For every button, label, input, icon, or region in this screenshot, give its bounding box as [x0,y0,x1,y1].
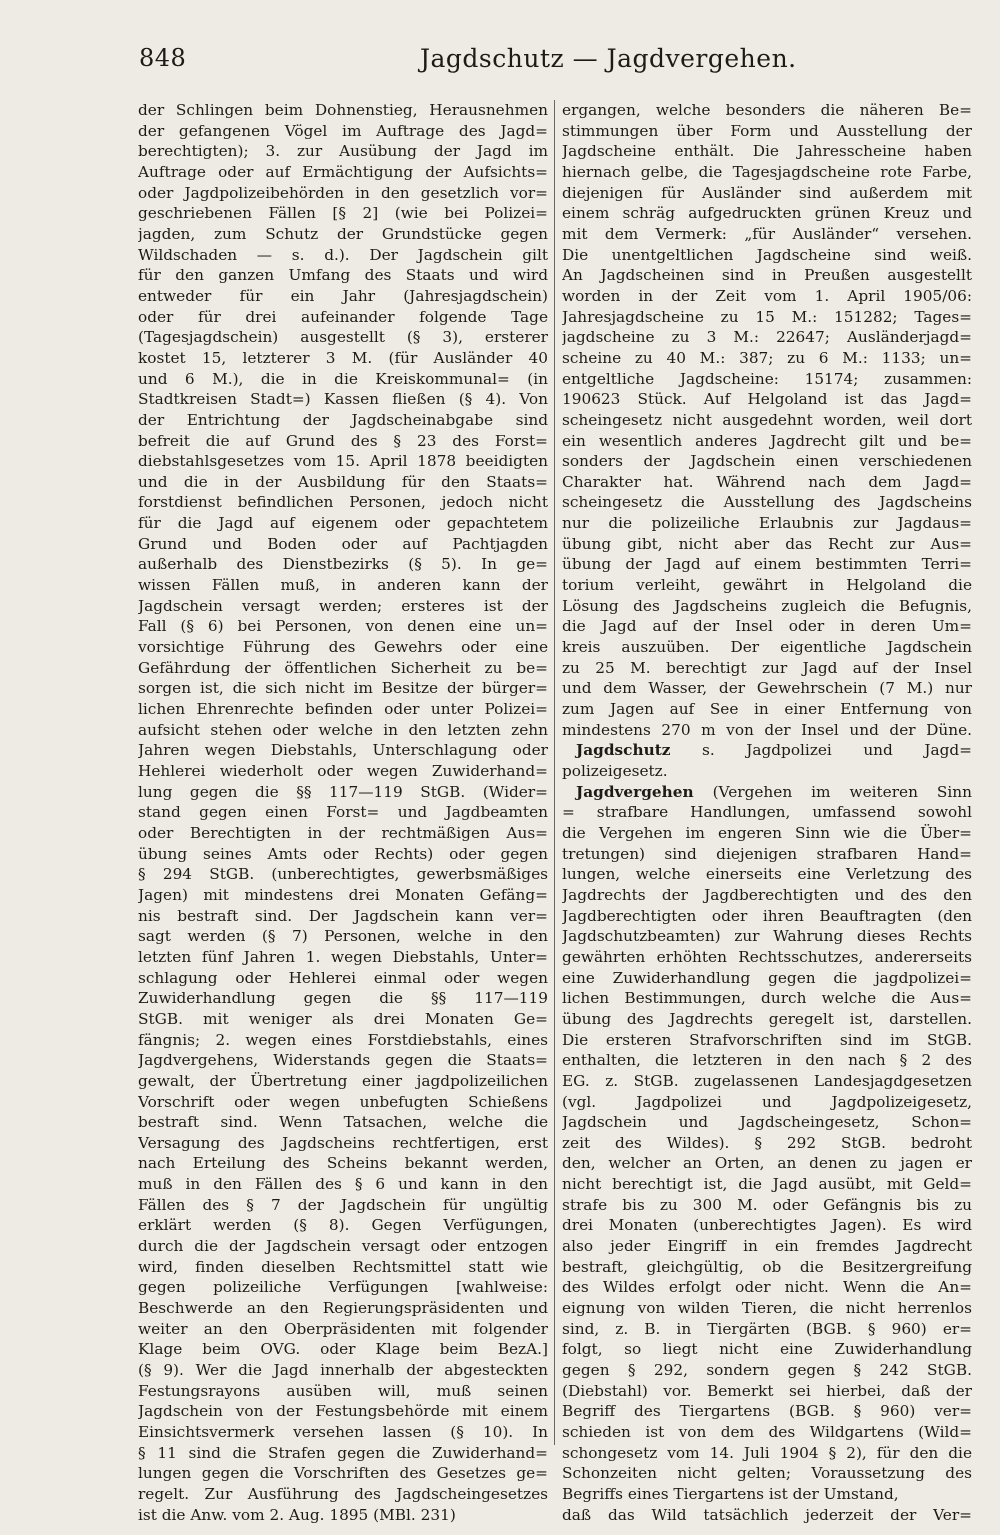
text-line: lichen Ehrenrechte befinden oder unter Polizei= [138,700,548,719]
text-line: Begriff des Tiergartens (BGB. § 960) ver= [562,1402,972,1421]
text-line: schieden ist von dem des Wildgartens (Wild= [562,1423,972,1441]
text-line: nur die polizeiliche Erlaubnis zur Jagdaus= [562,514,972,533]
text-line: gewalt, der Übertretung einer jagdpolizeilichen [138,1071,548,1090]
text-line: lungen gegen die Vorschriften des Gesetzes ge= [138,1464,548,1483]
text-line: folgt, so liegt nicht eine Zuwiderhandlung [562,1340,972,1359]
text-line: oder Berechtigten in der rechtmäßigen Aus= [138,823,548,842]
right-text-column [562,100,972,1525]
text-line: § 11 sind die Strafen gegen die Zuwiderhand= [138,1443,548,1462]
text-line: stimmungen über Form und Ausstellung der [562,121,972,140]
text-line: bestraft sind. Wenn Tatsachen, welche die [138,1113,548,1132]
text-line: die Vergehen im engeren Sinn wie die Über= [562,823,972,842]
text-line: mit dem Vermerk: „für Ausländer“ versehen. [562,224,972,243]
text-line: Beschwerde an den Regierungspräsidenten und [138,1299,548,1318]
text-line: Einsichtsvermerk versehen lassen (§ 10). In [138,1423,548,1441]
text-line: durch die der Jagdschein versagt oder entzogen [138,1237,548,1256]
text-line: Jahren wegen Diebstahls, Unterschlagung oder [138,741,548,760]
text-line: Lösung des Jagdscheins zugleich die Befugnis, [562,596,972,615]
text-line: sonders der Jagdschein einen verschiedenen [562,452,972,471]
text-line: letzten fünf Jahren 1. wegen Diebstahls, Unter= [138,947,548,966]
text-line: sind, z. B. in Tiergärten (BGB. § 960) er= [562,1319,972,1338]
text-line: eignung von wilden Tieren, die nicht herrenlos [562,1299,972,1318]
text-line: Die unentgeltlichen Jagdscheine sind weiß. [562,245,972,264]
text-line: wird, finden dieselben Rechtsmittel statt wie [138,1257,548,1276]
text-line: außerhalb des Dienstbezirks (§ 5). In ge= [138,555,548,574]
text-line: muß in den Fällen des § 6 und kann in den [138,1175,548,1194]
column-divider [554,100,555,1445]
text-line: Jagdschein versagt werden; ersteres ist der [138,596,548,615]
text-line: Jagdvergehen (Vergehen im weiteren Sinn [576,782,972,801]
text-line: § 294 StGB. (unberechtigtes, gewerbsmäßiges [138,865,548,884]
text-line: Jagdschein von der Festungsbehörde mit einem [138,1402,548,1421]
text-line: stand gegen einen Forst= und Jagdbeamten [138,803,548,822]
text-line: weiter an den Oberpräsidenten mit folgender [138,1319,548,1338]
text-line: (Diebstahl) vor. Bemerkt sei hierbei, daß der [562,1381,972,1400]
text-line: gegen polizeiliche Verfügungen [wahlweise: [138,1278,548,1297]
text-line: oder Jagdpolizeibehörden in den gesetzlich vor= [138,183,548,202]
text-line: und dem Wasser, der Gewehrschein (7 M.) nur [562,679,972,698]
text-line: Jagdscheine enthält. Die Jahresscheine haben [562,142,972,161]
text-line: der gefangenen Vögel im Auftrage des Jagd= [138,121,548,140]
text-line: sorgen ist, die sich nicht im Besitze der bürger= [138,679,548,698]
text-line: bestraft, gleichgültig, ob die Besitzergreifung [562,1257,972,1276]
text-line: schongesetz vom 14. Juli 1904 § 2), für den die [562,1443,972,1462]
text-line: (§ 9). Wer die Jagd innerhalb der abgesteckten [138,1361,548,1380]
text-line: Die ersteren Strafvorschriften sind im StGB. [562,1030,972,1049]
text-line: enthalten, die letzteren in den nach § 2 des [562,1051,972,1070]
text-line: übung der Jagd auf einem bestimmten Terri= [562,555,972,574]
text-line: mindestens 270 m von der Insel und der Düne. [562,720,972,739]
text-line: ein wesentlich anderes Jagdrecht gilt und be= [562,431,972,450]
text-line: scheine zu 40 M.: 387; zu 6 M.: 1133; un= [562,348,972,367]
text-line: Begriffs eines Tiergartens ist der Umstand, [562,1484,899,1503]
text-line: (Tagesjagdschein) ausgestellt (§ 3), ersterer [138,328,548,347]
running-title: Jagdschutz — Jagdvergehen. [420,44,797,73]
text-line: Jagdvergehens, Widerstands gegen die Staats= [138,1051,548,1070]
text-line: Fällen des § 7 der Jagdschein für ungültig [138,1195,548,1214]
text-line: jagden, zum Schutz der Grundstücke gegen [138,224,548,243]
text-line: daß das Wild tatsächlich jederzeit der Ver= [562,1505,972,1524]
text-line: torium verleiht, gewährt in Helgoland die [562,576,972,595]
text-line: ist die Anw. vom 2. Aug. 1895 (MBl. 231) [138,1505,456,1524]
text-line: nicht berechtigt ist, die Jagd ausübt, mit Geld= [562,1175,972,1194]
text-line: für den ganzen Umfang des Staats und wird [138,266,548,285]
text-line: jagdscheine zu 3 M.: 22647; Ausländerjagd= [562,328,972,347]
text-line: schlagung oder Hehlerei einmal oder wegen [138,968,548,987]
text-line: gewährten erhöhten Rechtsschutzes, andererseits [562,947,972,966]
text-line: und 6 M.), die in die Kreiskommunal= (in [138,369,548,388]
text-line: wissen Fällen muß, in anderen kann der [138,576,548,595]
text-line: nach Erteilung des Scheins bekannt werden, [138,1154,548,1173]
text-line: oder für drei aufeinander folgende Tage [138,307,548,326]
text-line: fängnis; 2. wegen eines Forstdiebstahls, eines [138,1030,548,1049]
text-line: polizeigesetz. [562,762,668,780]
text-line: Jagdschein und Jagdscheingesetz, Schon= [562,1113,972,1132]
text-line: gegen § 292, sondern gegen § 242 StGB. [562,1361,972,1380]
text-line: StGB. mit weniger als drei Monaten Ge= [138,1009,548,1028]
text-line: Fall (§ 6) bei Personen, von denen eine un= [138,617,548,636]
text-line: übung des Jagdrechts geregelt ist, darstellen. [562,1009,972,1028]
text-line: nis bestraft sind. Der Jagdschein kann ver= [138,906,548,925]
text-line: Stadtkreisen Stadt=) Kassen fließen (§ 4). Von [138,390,548,409]
text-line: der Schlingen beim Dohnenstieg, Herausnehmen [138,101,548,119]
text-line: geschriebenen Fällen [§ 2] (wie bei Polizei= [138,204,548,223]
text-line: = strafbare Handlungen, umfassend sowohl [562,803,972,822]
text-line: Jagen) mit mindestens drei Monaten Gefäng= [138,885,548,904]
text-line: den, welcher an Orten, an denen zu jagen er [562,1154,972,1173]
text-line: Jagdrechts der Jagdberechtigten und des den [562,885,972,904]
text-line: tretungen) sind diejenigen strafbaren Hand= [562,844,972,863]
text-line: worden in der Zeit vom 1. April 1905/06: [562,286,972,305]
text-line: des Wildes erfolgt oder nicht. Wenn die An= [562,1278,972,1297]
text-line: befreit die auf Grund des § 23 des Forst= [138,431,548,450]
text-line: die Jagd auf der Insel oder in deren Um= [562,617,972,636]
page-header [0,44,1000,80]
text-line: vorsichtige Führung des Gewehrs oder eine [138,638,548,657]
text-line: An Jagdscheinen sind in Preußen ausgestellt [562,266,972,285]
text-line: lung gegen die §§ 117—119 StGB. (Wider= [138,782,548,801]
text-line: Jagdberechtigten oder ihren Beauftragten (den [562,906,972,925]
text-line: 190623 Stück. Auf Helgoland ist das Jagd= [562,390,972,409]
text-line: Jagdschutzbeamten) zur Wahrung dieses Rechts [562,927,972,946]
text-line: kreis auszuüben. Der eigentliche Jagdschein [562,638,972,657]
text-line: scheingesetz nicht ausgedehnt worden, weil dort [562,410,972,429]
text-line: Schonzeiten nicht gelten; Voraussetzung des [562,1464,972,1483]
text-line: zeit des Wildes). § 292 StGB. bedroht [562,1133,972,1152]
text-line: diebstahlsgesetzes vom 15. April 1878 beeidigten [138,452,548,471]
text-line: Wildschaden — s. d.). Der Jagdschein gilt [138,245,548,264]
text-line: der Entrichtung der Jagdscheinabgabe sind [138,410,548,429]
text-line: Vorschrift oder wegen unbefugten Schießens [138,1092,548,1111]
text-line: kostet 15, letzterer 3 M. (für Ausländer 40 [138,348,548,367]
text-line: zum Jagen auf See in einer Entfernung von [562,700,972,719]
text-line: regelt. Zur Ausführung des Jagdscheingesetzes [138,1484,548,1503]
text-line: und die in der Ausbildung für den Staats= [138,472,548,491]
text-line: EG. z. StGB. zugelassenen Landesjagdgesetzen [562,1071,972,1090]
text-line: Hehlerei wiederholt oder wegen Zuwiderhand= [138,762,548,780]
text-line: übung gibt, nicht aber das Recht zur Aus= [562,534,972,553]
text-line: berechtigten); 3. zur Ausübung der Jagd im [138,142,548,161]
text-line: diejenigen für Ausländer sind außerdem mit [562,183,972,202]
text-line: Klage beim OVG. oder Klage beim BezA.] [138,1340,548,1359]
text-line: Charakter hat. Während nach dem Jagd= [562,472,972,491]
text-line: lungen, welche einerseits eine Verletzung des [562,865,972,884]
text-line: erklärt werden (§ 8). Gegen Verfügungen, [138,1216,548,1235]
text-line: Jahresjagdscheine zu 15 M.: 151282; Tages= [562,307,972,326]
text-line: Grund und Boden oder auf Pachtjagden [138,534,548,553]
text-line: zu 25 M. berechtigt zur Jagd auf der Insel [562,658,972,677]
text-line: drei Monaten (unberechtigtes Jagen). Es wird [562,1216,972,1235]
text-line: eine Zuwiderhandlung gegen die jagdpolizei= [562,968,972,987]
text-line: scheingesetz die Ausstellung des Jagdscheins [562,493,972,512]
text-line: einem schräg aufgedruckten grünen Kreuz und [562,204,972,223]
text-line: Jagdschutz s. Jagdpolizei und Jagd= [576,741,972,760]
text-line: entgeltliche Jagdscheine: 15174; zusammen: [562,369,972,388]
text-line: hiernach gelbe, die Tagesjagdscheine rote Farbe, [562,162,972,181]
text-line: strafe bis zu 300 M. oder Gefängnis bis zu [562,1195,972,1214]
text-line: für die Jagd auf eigenem oder gepachtetem [138,514,548,533]
text-line: übung seines Amts oder Rechts) oder gegen [138,844,548,863]
text-line: entweder für ein Jahr (Jahresjagdschein) [138,286,548,305]
text-line: forstdienst befindlichen Personen, jedoch nicht [138,493,548,512]
text-line: lichen Bestimmungen, durch welche die Aus= [562,989,972,1008]
text-line: sagt werden (§ 7) Personen, welche in den [138,927,548,946]
page-number: 848 [139,44,187,72]
text-line: aufsicht stehen oder welche in den letzten zehn [138,720,548,739]
text-line: Zuwiderhandlung gegen die §§ 117—119 [138,989,548,1008]
text-line: Auftrage oder auf Ermächtigung der Aufsichts= [138,162,548,181]
text-line: also jeder Eingriff in ein fremdes Jagdrecht [562,1237,972,1256]
text-line: Versagung des Jagdscheins rechtfertigen, erst [138,1133,548,1152]
text-line: ergangen, welche besonders die näheren Be= [562,101,972,119]
left-text-column [138,100,548,1525]
text-line: (vgl. Jagdpolizei und Jagdpolizeigesetz, [562,1092,972,1111]
text-line: Gefährdung der öffentlichen Sicherheit zu be= [138,658,548,677]
text-line: Festungsrayons ausüben will, muß seinen [138,1381,548,1400]
